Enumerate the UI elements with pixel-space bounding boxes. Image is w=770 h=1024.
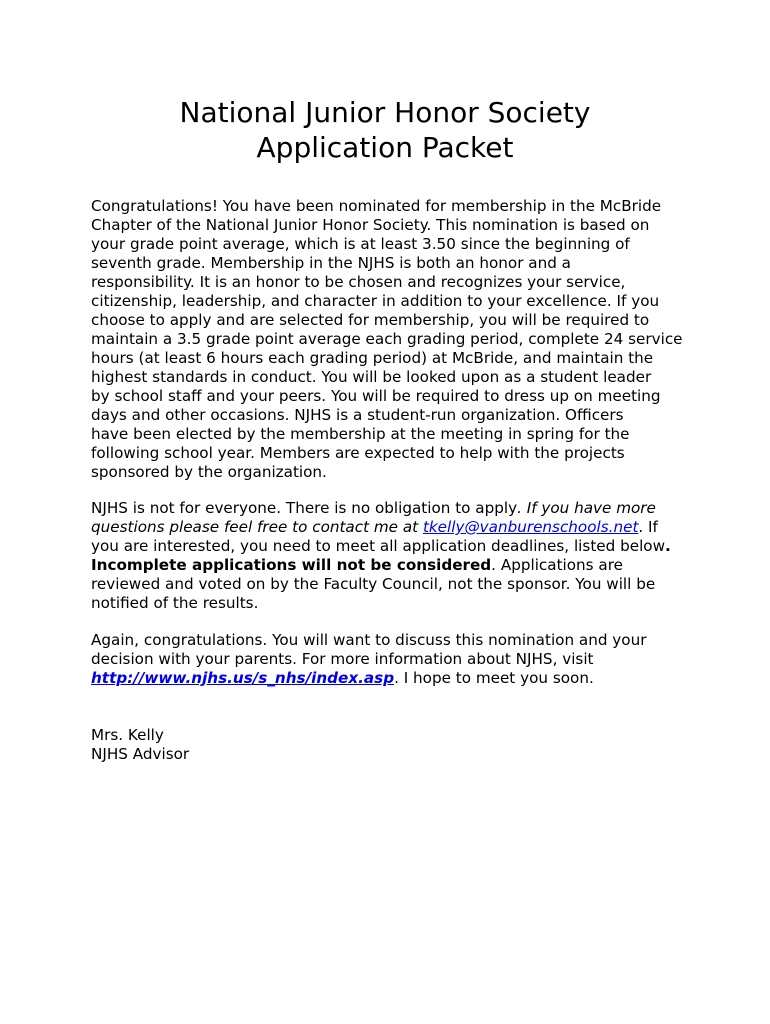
paragraph-line — [91, 669, 691, 688]
intro-paragraph — [91, 197, 691, 482]
paragraph-text: . Applications are — [491, 556, 623, 574]
paragraph-line: by school staff and your peers. You will be required to dress up on meeting — [91, 387, 661, 405]
paragraph-text: . I hope to meet you soon. — [394, 669, 594, 687]
paragraph-text: . — [665, 537, 671, 555]
njhs-website-link[interactable]: http://www.njhs.us/s_nhs/index.asp — [91, 669, 395, 687]
paragraph-line: maintain a 3.5 grade point average each grading period, complete 24 service — [91, 330, 683, 348]
paragraph-line: your grade point average, which is at least 3.50 since the beginning of — [91, 235, 630, 253]
incomplete-warning: Incomplete applications will not be considered — [91, 556, 492, 574]
paragraph-line: following school year. Members are expected to help with the projects — [91, 444, 625, 462]
paragraph-text: . If — [638, 518, 658, 536]
page-title: National Junior Honor Society — [179, 96, 591, 129]
paragraph-line: citizenship, leadership, and character in addition to your excellence. If you — [91, 292, 660, 310]
advisor-email-link[interactable]: tkelly@vanburenschools.net — [422, 518, 639, 536]
contact-invite-text: questions please feel free to contact me at — [91, 518, 423, 536]
signature-role: NJHS Advisor — [91, 745, 190, 763]
paragraph-line: Chapter of the National Junior Honor Society. This nomination is based on — [91, 216, 650, 234]
paragraph-line: sponsored by the organization. — [91, 463, 327, 481]
paragraph-line: choose to apply and are selected for membership, you will be required to — [91, 311, 650, 329]
obligation-paragraph — [91, 499, 691, 613]
paragraph-line: have been elected by the membership at the meeting in spring for the — [91, 425, 630, 443]
paragraph-line: reviewed and voted on by the Faculty Council, not the sponsor. You will be — [91, 575, 656, 593]
paragraph-line — [91, 537, 691, 556]
signature-name: Mrs. Kelly — [91, 726, 164, 744]
paragraph-line: notified of the results. — [91, 594, 259, 612]
paragraph-line — [91, 499, 691, 518]
obligation-text: NJHS is not for everyone. There is no obligation to apply — [91, 499, 518, 517]
paragraph-line: seventh grade. Membership in the NJHS is both an honor and a — [91, 254, 571, 272]
closing-paragraph — [91, 631, 691, 688]
paragraph-text: you are interested, you need to meet all application deadlines, listed below — [91, 537, 666, 555]
paragraph-line: hours (at least 6 hours each grading period) at McBride, and maintain the — [91, 349, 654, 367]
contact-invite-text: . If you have more — [517, 499, 656, 517]
paragraph-line: Congratulations! You have been nominated for membership in the McBride — [91, 197, 662, 215]
paragraph-line: Again, congratulations. You will want to discuss this nomination and your — [91, 631, 647, 649]
page-subtitle: Application Packet — [256, 131, 514, 164]
paragraph-line: responsibility. It is an honor to be chosen and recognizes your service, — [91, 273, 626, 291]
paragraph-line: highest standards in conduct. You will be looked upon as a student leader — [91, 368, 652, 386]
paragraph-line — [91, 556, 691, 575]
paragraph-line: decision with your parents. For more information about NJHS, visit — [91, 650, 594, 668]
paragraph-line: days and other occasions. NJHS is a student-run organization. Officers — [91, 406, 624, 424]
paragraph-line — [91, 518, 691, 537]
signature-block — [91, 726, 691, 764]
